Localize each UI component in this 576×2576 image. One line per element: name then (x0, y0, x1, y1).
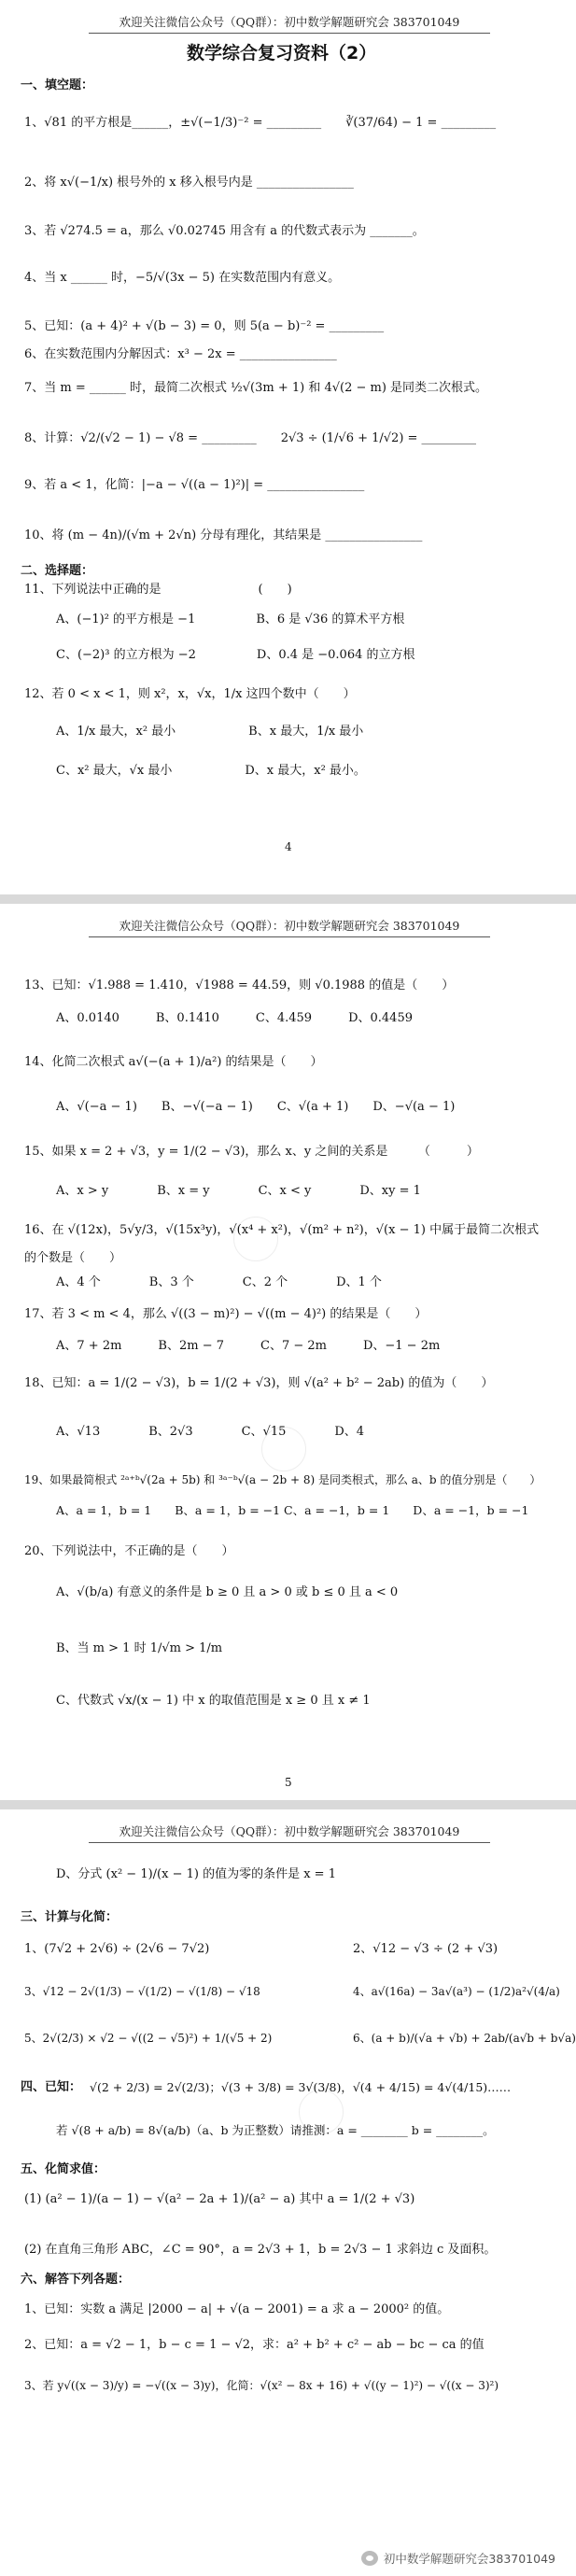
calc-1: 1、(7√2 + 2√6) ÷ (2√6 − 7√2) (24, 1942, 210, 1956)
q12-options-cd: C、x² 最大，√x 最小 D、x 最大，x² 最小。 (56, 764, 366, 778)
question-13: 13、已知：√1.988 = 1.410，√1988 = 44.59，则 √0.1988 的值是（ ） (24, 978, 455, 992)
question-7: 7、当 m = ______ 时，最简二次根式 ½√(3m + 1) 和 4√(2 − m) 是同类二次根式。 (24, 381, 488, 395)
q12-options-ab: A、1/x 最大，x² 最小 B、x 最大，1/x 最小 (56, 725, 364, 739)
four-question: 若 √(8 + a/b) = 8√(a/b)（a、b 为正整数）请推测：a = ________ b = ________。 (56, 2123, 495, 2137)
q20-option-d: D、分式 (x² − 1)/(x − 1) 的值为零的条件是 x = 1 (56, 1867, 336, 1881)
page-1 (0, 0, 576, 894)
question-3: 3、若 √274.5 = a，那么 √0.02745 用含有 a 的代数式表示为 _______。 (24, 224, 425, 238)
page-number: 4 (285, 840, 292, 853)
question-18: 18、已知：a = 1/(2 − √3)，b = 1/(2 + √3)，则 √(a² + b² − 2ab) 的值为（ ） (24, 1376, 494, 1390)
section-fill: 一、填空题： (21, 78, 94, 92)
question-1: 1、√81 的平方根是______，±√(−1/3)⁻² = _________ ∛(37/64) − 1 = _________ (24, 116, 497, 130)
six-2: 2、已知：a = √2 − 1，b − c = 1 − √2，求：a² + b² + c² − ab − bc − ca 的值 (24, 2338, 485, 2352)
four-pattern: √(2 + 2/3) = 2√(2/3)；√(3 + 3/8) = 3√(3/8)，√(4 + 4/15) = 4√(4/15)…… (90, 2080, 512, 2094)
q16-options: A、4 个 B、3 个 C、2 个 D、1 个 (56, 1275, 382, 1289)
six-3: 3、若 y√((x − 3)/y) = −√((x − 3)y)，化简：√(x² − 8x + 16) + √((y − 1)²) − √((x − 3)²) (24, 2379, 499, 2392)
calc-4: 4、a√(16a) − 3a√(a³) − (1/2)a²√(4/a) (353, 1985, 560, 1998)
page-3 (0, 1809, 576, 2576)
q13-options: A、0.0140 B、0.1410 C、4.459 D、0.4459 (56, 1011, 413, 1025)
five-2: (2) 在直角三角形 ABC，∠C = 90°，a = 2√3 + 1，b = 2√3 − 1 求斜边 c 及面积。 (24, 2243, 497, 2257)
q11-options-cd: C、(−2)³ 的立方根为 −2 D、0.4 是 −0.064 的立方根 (56, 648, 415, 662)
question-20: 20、下列说法中，不正确的是（ ） (24, 1544, 234, 1558)
q20-option-c: C、代数式 √x/(x − 1) 中 x 的取值范围是 x ≥ 0 且 x ≠ 1 (56, 1694, 371, 1708)
section-five: 五、化简求值： (21, 2162, 106, 2176)
q17-options: A、7 + 2m B、2m − 7 C、7 − 2m D、−1 − 2m (56, 1339, 441, 1353)
question-14: 14、化简二次根式 a√(−(a + 1)/a²) 的结果是（ ） (24, 1055, 323, 1069)
q15-options: A、x > y B、x = y C、x < y D、xy = 1 (56, 1184, 421, 1198)
q11-options-ab: A、(−1)² 的平方根是 −1 B、6 是 √36 的算术平方根 (56, 612, 405, 626)
page-header: 欢迎关注微信公众号（QQ群）：初中数学解题研究会 383701049 (89, 1823, 490, 1843)
page-number: 5 (285, 1776, 292, 1789)
q20-option-b: B、当 m > 1 时 1/√m > 1/m (56, 1641, 223, 1655)
question-12: 12、若 0 < x < 1，则 x²，x，√x，1/x 这四个数中（ ） (24, 687, 356, 701)
wechat-icon (361, 2551, 378, 2566)
question-19: 19、如果最简根式 ²ᵃ⁺ᵇ√(2a + 5b) 和 ³ᵃ⁻ᵇ√(a − 2b + 8) 是同类根式，那么 a、b 的值分别是（ ） (24, 1473, 541, 1486)
question-6: 6、在实数范围内分解因式：x³ − 2x = ________________ (24, 347, 337, 361)
question-11: 11、下列说法中正确的是 ( ) (24, 583, 292, 597)
section-four: 四、已知： (21, 2080, 82, 2094)
question-8: 8、计算：√2/(√2 − 1) − √8 = _________ 2√3 ÷ (1/√6 + 1/√2) = _________ (24, 431, 477, 445)
question-4: 4、当 x ______ 时，−5/√(3x − 5) 在实数范围内有意义。 (24, 271, 341, 285)
section-six: 六、解答下列各题： (21, 2273, 131, 2287)
five-1: (1) (a² − 1)/(a − 1) − √(a² − 2a + 1)/(a² − a) 其中 a = 1/(2 + √3) (24, 2192, 415, 2206)
watermark (361, 2550, 555, 2567)
question-17: 17、若 3 < m < 4，那么 √((3 − m)²) − √((m − 4)²) 的结果是（ ） (24, 1307, 428, 1321)
question-9: 9、若 a < 1，化简：|−a − √((a − 1)²)| = ________________ (24, 478, 365, 492)
six-1: 1、已知：实数 a 满足 |2000 − a| + √(a − 2001) = a 求 a − 2000² 的值。 (24, 2302, 450, 2316)
calc-5: 5、2√(2/3) × √2 − √((2 − √5)²) + 1/(√5 + 2) (24, 2032, 273, 2045)
question-10: 10、将 (m − 4n)/(√m + 2√n) 分母有理化，其结果是 ________________ (24, 528, 423, 542)
q19-options: A、a = 1，b = 1 B、a = 1，b = −1 C、a = −1，b = 1 D、a = −1，b = −1 (56, 1503, 529, 1517)
q18-options: A、√13 B、2√3 C、√15 D、4 (56, 1425, 365, 1439)
question-16: 16、在 √(12x)，5√y/3，√(15x³y)，√(x⁴ + x²)，√(m² + n²)，√(x − 1) 中属于最简二次根式 (24, 1223, 540, 1237)
question-16-cont: 的个数是（ ） (24, 1251, 122, 1265)
q14-options: A、√(−a − 1) B、−√(−a − 1) C、√(a + 1) D、−√(a − 1) (56, 1100, 456, 1114)
section-choice: 二、选择题： (21, 564, 94, 578)
calc-2: 2、√12 − √3 ÷ (2 + √3) (353, 1942, 499, 1956)
section-calc: 三、计算与化简： (21, 1910, 119, 1924)
q20-option-a: A、√(b/a) 有意义的条件是 b ≥ 0 且 a > 0 或 b ≤ 0 且 a < 0 (56, 1585, 399, 1599)
question-5: 5、已知：(a + 4)² + √(b − 3) = 0，则 5(a − b)⁻² = _________ (24, 319, 385, 333)
watermark-text: 初中数学解题研究会383701049 (383, 2552, 555, 2566)
doc-title: 数学综合复习资料（2） (187, 43, 377, 63)
question-2: 2、将 x√(−1/x) 根号外的 x 移入根号内是 ________________ (24, 176, 354, 190)
page-header: 欢迎关注微信公众号（QQ群）：初中数学解题研究会 383701049 (89, 917, 490, 937)
calc-6: 6、(a + b)/(√a + √b) + 2ab/(a√b + b√a) (353, 2032, 576, 2045)
calc-3: 3、√12 − 2√(1/3) − √(1/2) − √(1/8) − √18 (24, 1985, 260, 1998)
question-15: 15、如果 x = 2 + √3，y = 1/(2 − √3)，那么 x、y 之间的关系是 （ ） (24, 1145, 479, 1159)
page-2 (0, 904, 576, 1800)
page-header: 欢迎关注微信公众号（QQ群）：初中数学解题研究会 383701049 (89, 13, 490, 34)
